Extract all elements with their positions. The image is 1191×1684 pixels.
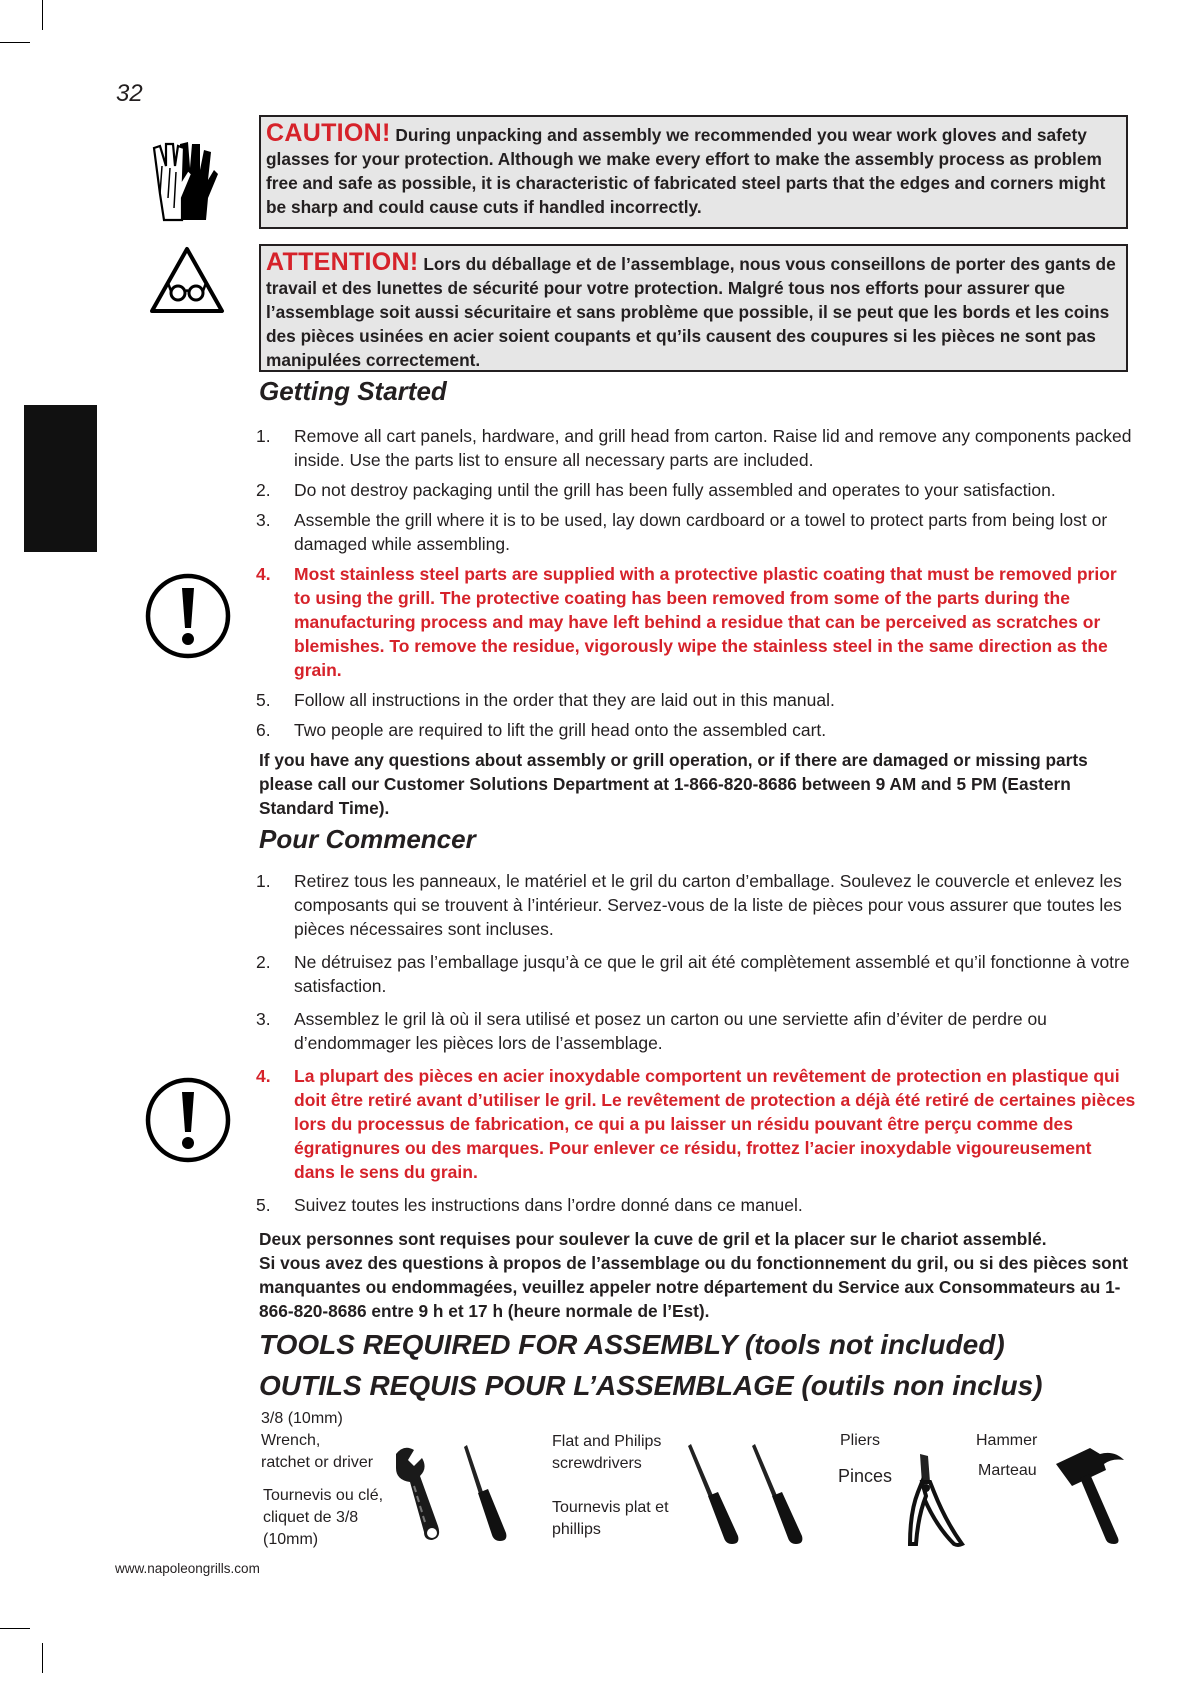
getting-started-heading: Getting Started	[259, 376, 447, 406]
wrench-label-en: 3/8 (10mm) Wrench, ratchet or driver	[261, 1410, 374, 1471]
pour-commencer-list	[256, 869, 1136, 1223]
screwdriver-icon	[460, 1443, 512, 1543]
getting-started-list	[256, 424, 1136, 748]
hammer-label-fr: Marteau	[978, 1462, 1037, 1479]
note-two-people-fr: Deux personnes sont requises pour soulever la cuve de gril et la placer sur le chariot assemblé.	[259, 1229, 1047, 1249]
list-item: 6. Two people are required to lift the grill head onto the assembled cart.	[256, 720, 827, 740]
hammer-label-en: Hammer	[976, 1432, 1038, 1449]
crop-mark-top-left	[0, 42, 30, 43]
list-item-warning: 4. Most stainless steel parts are supplied with a protective plastic coating that must be removed prior to using the grill. The protective coating has been removed from some of the parts during the manufacturing process and may have left behind a residue that can be perceived as scratches or blemishes. To remove the residue, vigorously wipe the stainless steel in the same direction as the grain.	[256, 564, 1117, 680]
page-number: 32	[116, 80, 143, 107]
attention-text: Lors du déballage et de l’assemblage, nous vous conseillons de porter des gants de travail et des lunettes de sécurité pour votre protection. Malgré tous nos efforts pour assurer que l’assemblage soit aussi sécuritaire et sans problème que possible, il se peut que les bords et les coins des pièces usinées en acier soient coupants et qu’ils causent des coupures si les pièces ne sont pas manipulées correctement.	[266, 254, 1116, 370]
screwdriver-icon	[684, 1442, 744, 1546]
screwdriver-label-fr: Tournevis plat et phillips	[552, 1499, 669, 1538]
exclamation-icon	[144, 1076, 232, 1164]
pliers-icon	[906, 1452, 966, 1548]
crop-mark-bottom-left	[0, 1628, 30, 1629]
caution-title: CAUTION!	[266, 119, 391, 147]
list-item: 2. Ne détruisez pas l’emballage jusqu’à ce que le gril ait été complètement assemblé et qu’il fonctionne à votre satisfaction.	[256, 952, 1130, 996]
section-tab	[24, 405, 97, 552]
list-item: 1. Remove all cart panels, hardware, and grill head from carton. Raise lid and remove any components packed inside. Use the parts list to ensure all necessary parts are included.	[256, 426, 1132, 470]
crop-mark-bottom	[42, 1643, 43, 1673]
exclamation-icon	[144, 572, 232, 660]
list-item: 1. Retirez tous les panneaux, le matériel et le gril du carton d’emballage. Soulevez le couvercle et enlevez les composants qui se trouvent à l’intérieur. Servez-vous de la liste de pièces pour vous assurer que toutes les pièces nécessaires sont incluses.	[256, 871, 1122, 939]
pour-commencer-heading: Pour Commencer	[259, 824, 476, 854]
list-item: 2. Do not destroy packaging until the grill has been fully assembled and operates to your satisfaction.	[256, 480, 1056, 500]
pliers-label-en: Pliers	[840, 1432, 881, 1449]
list-item: 5. Suivez toutes les instructions dans l’ordre donné dans ce manuel.	[256, 1195, 803, 1215]
safety-glasses-warning-icon	[148, 245, 226, 315]
crop-mark-top	[42, 0, 43, 30]
caution-box	[259, 115, 1128, 229]
list-item-warning: 4. La plupart des pièces en acier inoxydable comportent un revêtement de protection en plastique qui doit être retiré avant d’utiliser le gril. Le revêtement de protection a déjà été retiré de certaines pièces lors du processus de fabrication, ce qui a pu laisser un résidu pouvant être perçu comme des égratignures ou des marques. Pour enlever ce résidu, frottez l’acier inoxydable vigoureusement dans le sens du grain.	[256, 1066, 1136, 1182]
wrench-label-fr: Tournevis ou clé, cliquet de 3/8 (10mm)	[263, 1487, 384, 1548]
contact-paragraph-fr: Si vous avez des questions à propos de l’assemblage ou du fonctionnement du gril, ou si des pièces sont manquantes ou endommagées, veuillez appeler notre département du Service aux Consommateurs au 1-866-820-8686 entre 9 h et 17 h (heure normale de l’Est).	[259, 1253, 1129, 1321]
contact-paragraph-en: If you have any questions about assembly or grill operation, or if there are damaged or missing parts please call our Customer Solutions Department at 1-866-820-8686 between 9 AM and 5 PM (Eastern Standard Time).	[259, 750, 1088, 818]
list-item: 5. Follow all instructions in the order that they are laid out in this manual.	[256, 690, 835, 710]
screwdriver-label-en: Flat and Philips screwdrivers	[552, 1433, 662, 1472]
pliers-label-fr: Pinces	[838, 1466, 893, 1486]
attention-title: ATTENTION!	[266, 248, 419, 276]
list-item: 3. Assemble the grill where it is to be used, lay down cardboard or a towel to protect parts from being lost or damaged while assembling.	[256, 510, 1108, 554]
attention-box	[259, 244, 1128, 372]
gloves-icon	[146, 138, 218, 222]
screwdriver-icon	[748, 1442, 808, 1546]
wrench-icon	[390, 1444, 452, 1544]
website-url: www.napoleongrills.com	[115, 1561, 260, 1576]
tools-title-fr: OUTILS REQUIS POUR L’ASSEMBLAGE (outils non inclus)	[259, 1370, 1043, 1401]
caution-text: During unpacking and assembly we recommended you wear work gloves and safety glasses for your protection. Although we make every effort to make the assembly process as problem free and safe as possible, it is characteristic of fabricated steel parts that the edges and corners might be sharp and could cause cuts if handled incorrectly.	[266, 125, 1106, 217]
list-item: 3. Assemblez le gril là où il sera utilisé et posez un carton ou une serviette afin d’éviter de perdre ou d’endommager les pièces lors de l’assemblage.	[256, 1009, 1047, 1053]
tools-title-en: TOOLS REQUIRED FOR ASSEMBLY (tools not included)	[259, 1329, 1005, 1360]
hammer-icon	[1050, 1444, 1130, 1546]
